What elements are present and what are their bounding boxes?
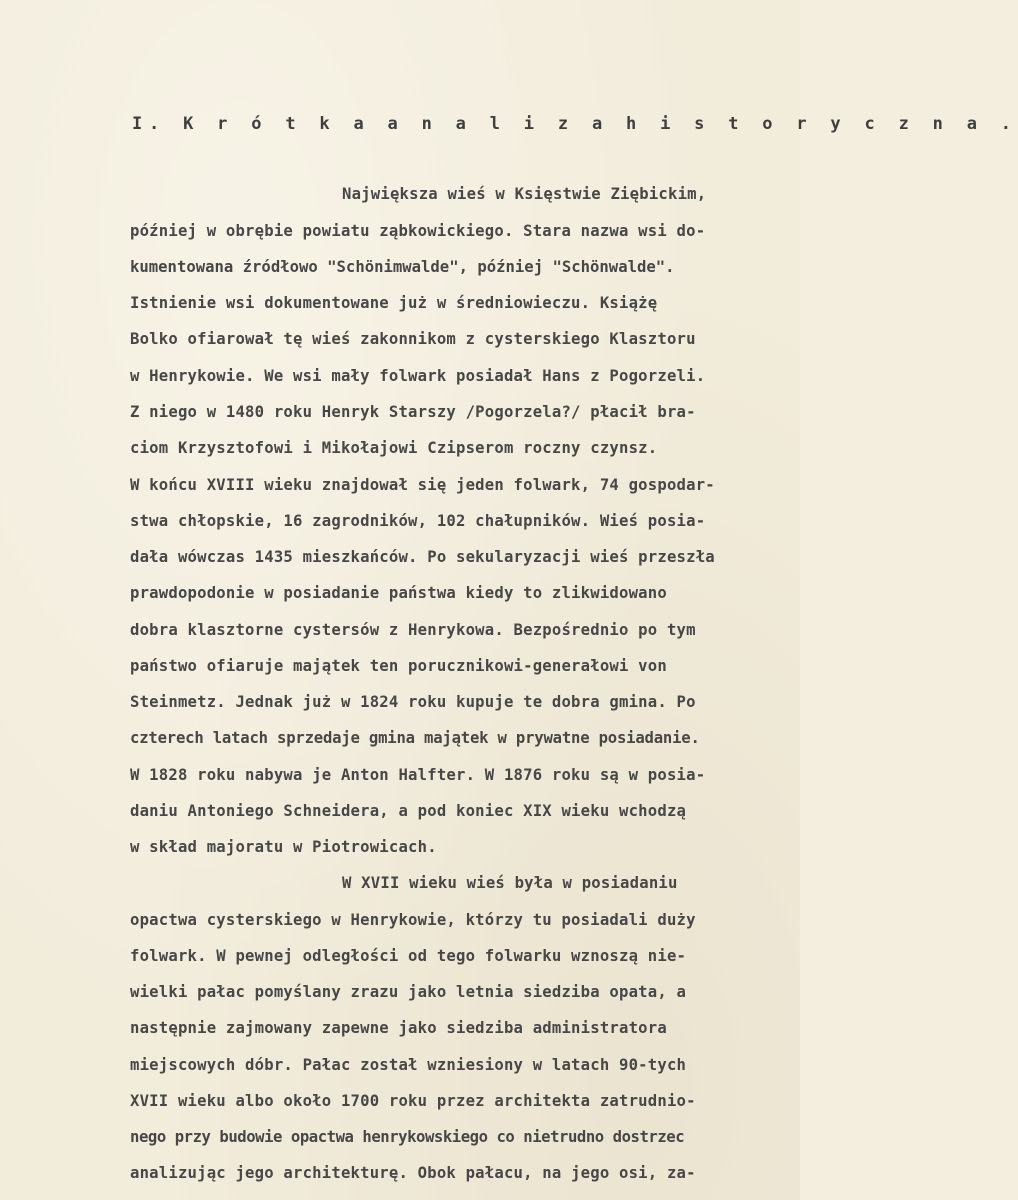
text-line: Z niego w 1480 roku Henryk Starszy /Pogorzela?/ płacił bra- xyxy=(130,403,696,421)
text-line: dała wówczas 1435 mieszkańców. Po sekularyzacji wieś przeszła xyxy=(130,548,715,566)
section-heading: I. K r ó t k a a n a l i z a h i s t o r y c z n a . xyxy=(132,114,1018,134)
text-line: miejscowych dóbr. Pałac został wzniesiony w latach 90-tych xyxy=(130,1056,687,1074)
text-line: stwa chłopskie, 16 zagrodników, 102 chałupników. Wieś posia- xyxy=(130,512,706,530)
text-line: W 1828 roku nabywa je Anton Halfter. W 1876 roku są w posia- xyxy=(130,766,706,784)
text-line: Bolko ofiarował tę wieś zakonnikom z cysterskiego Klasztoru xyxy=(130,330,696,348)
text-line: Największa wieś w Księstwie Ziębickim, xyxy=(342,185,707,203)
text-line: wielki pałac pomyślany zrazu jako letnia siedziba opata, a xyxy=(130,983,687,1001)
text-line: następnie zajmowany zapewne jako siedziba administratora xyxy=(130,1019,667,1037)
text-line: dobra klasztorne cystersów z Henrykowa. Bezpośrednio po tym xyxy=(130,621,696,639)
text-line: kumentowana źródłowo "Schönimwalde", później "Schönwalde". xyxy=(130,258,675,276)
text-line: daniu Antoniego Schneidera, a pod koniec XIX wieku wchodzą xyxy=(130,802,687,820)
text-line: w skład majoratu w Piotrowicach. xyxy=(130,838,437,856)
text-line: W końcu XVIII wieku znajdował się jeden folwark, 74 gospodar- xyxy=(130,476,715,494)
text-line: Steinmetz. Jednak już w 1824 roku kupuje te dobra gmina. Po xyxy=(130,693,696,711)
text-line: czterech latach sprzedaje gmina majątek w prywatne posiadanie. xyxy=(130,729,700,747)
text-line: folwark. W pewnej odległości od tego folwarku wznoszą nie- xyxy=(130,947,687,965)
text-line: państwo ofiaruje majątek ten porucznikowi-generałowi von xyxy=(130,657,667,675)
text-line: prawdopodonie w posiadanie państwa kiedy to zlikwidowano xyxy=(130,584,667,602)
text-line: później w obrębie powiatu ząbkowickiego. Stara nazwa wsi do- xyxy=(130,222,706,240)
text-line: opactwa cysterskiego w Henrykowie, którzy tu posiadali duży xyxy=(130,911,696,929)
text-line: W XVII wieku wieś była w posiadaniu xyxy=(342,874,678,892)
text-line: nego przy budowie opactwa henrykowskiego co nietrudno dostrzec xyxy=(130,1128,685,1146)
text-line: Istnienie wsi dokumentowane już w średniowieczu. Książę xyxy=(130,294,658,312)
text-line: w Henrykowie. We wsi mały folwark posiadał Hans z Pogorzeli. xyxy=(130,367,706,385)
text-line: ciom Krzysztofowi i Mikołajowi Czipserom roczny czynsz. xyxy=(130,439,658,457)
text-line: XVII wieku albo około 1700 roku przez architekta zatrudnio- xyxy=(130,1092,696,1110)
text-line: analizując jego architekturę. Obok pałacu, na jego osi, za- xyxy=(130,1164,696,1182)
